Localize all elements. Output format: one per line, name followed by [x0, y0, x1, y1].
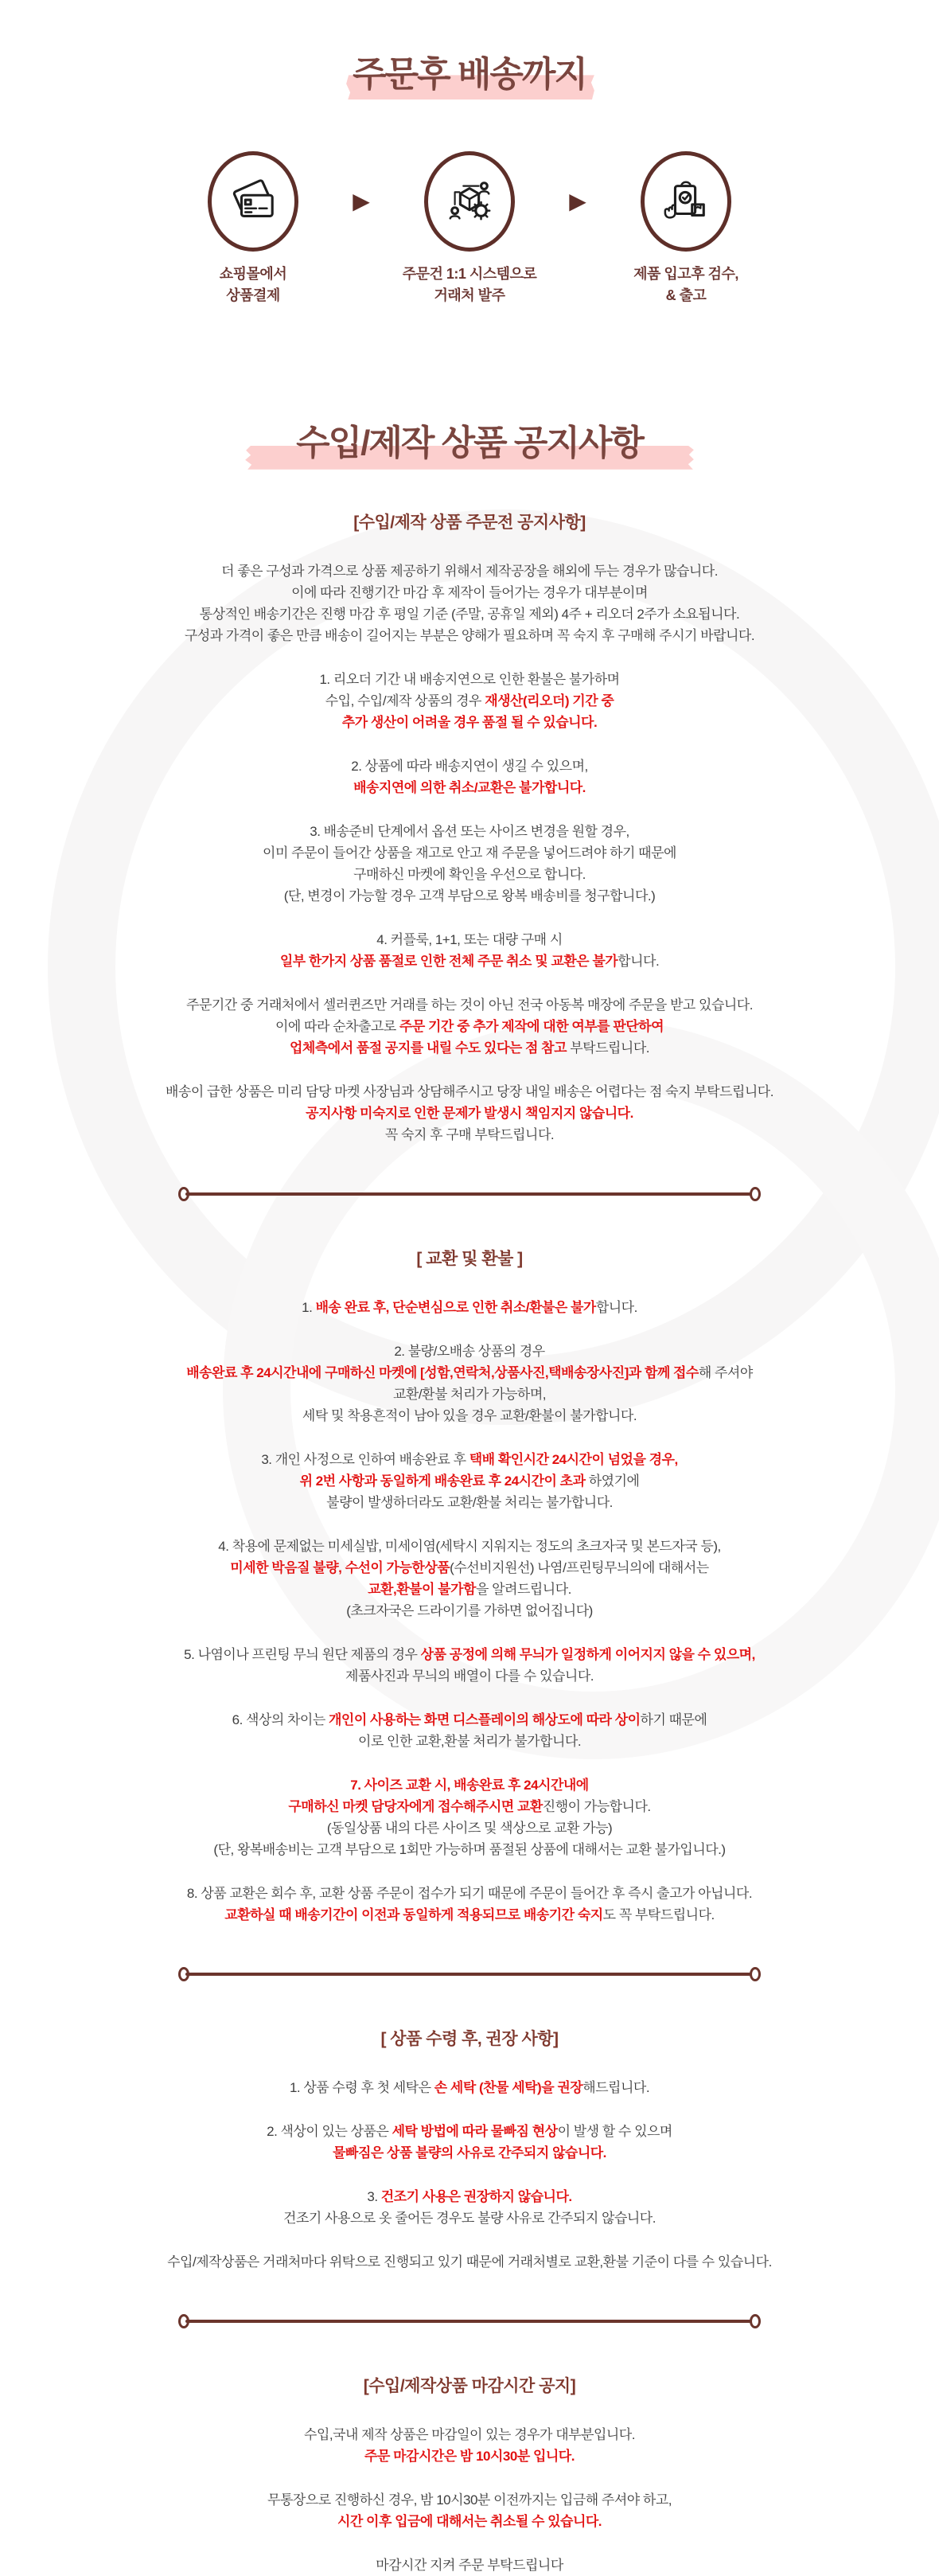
- body-text: 구매하신 마켓에 확인을 우선으로 합니다.: [353, 866, 586, 882]
- alert-text: 추가 생산이 어려울 경우 품절 될 수 있습니다.: [341, 714, 598, 730]
- body-text: (단, 변경이 가능할 경우 고객 부담으로 왕복 배송비를 청구합니다.): [283, 888, 656, 904]
- section-header: [ 교환 및 환불 ]: [416, 1249, 523, 1268]
- body-text: 5. 나염이나 프린팅 무늬 원단 제품의 경우: [184, 1646, 421, 1662]
- flow-arrow-icon: ▶: [353, 189, 370, 214]
- notice-line: [72, 1774, 867, 1796]
- notice-line: [72, 864, 867, 885]
- notice-line: [72, 1883, 867, 1904]
- notice-line: [72, 1384, 867, 1405]
- notice-block: [72, 560, 867, 646]
- step-payment: [158, 151, 348, 306]
- notice-block: [72, 2186, 867, 2229]
- notice-section: [72, 2026, 867, 2273]
- notice-block: [72, 1449, 867, 1513]
- body-text: 건조기 사용으로 옷 줄어든 경우도 불량 사유로 간주되지 않습니다.: [283, 2210, 656, 2226]
- notice-line: [72, 1731, 867, 1752]
- notice-block: [72, 994, 867, 1059]
- section-header: [수입/제작상품 마감시간 공지]: [363, 2376, 576, 2395]
- notice-block: [72, 755, 867, 798]
- notice-line: [72, 777, 867, 798]
- divider-ring-right: [750, 1187, 761, 1201]
- notice-line: [72, 1362, 867, 1384]
- notice-line: [72, 1709, 867, 1731]
- notice-line: [72, 2077, 867, 2098]
- body-text: 합니다.: [595, 1299, 637, 1315]
- flow-arrow-icon: ▶: [569, 189, 586, 214]
- notice-line: [72, 994, 867, 1016]
- step-label-line: 상품결제: [226, 287, 280, 304]
- body-text: 더 좋은 구성과 가격으로 상품 제공하기 위해서 제작공장을 해외에 두는 경우가 많습니다.: [221, 563, 718, 579]
- notice-block: [72, 1297, 867, 1318]
- notice-line: [72, 755, 867, 777]
- notice-line: [72, 669, 867, 690]
- credit-card-icon: [228, 177, 278, 226]
- body-text: 꼭 숙지 후 구매 부탁드립니다.: [384, 1126, 555, 1142]
- notice-line: [72, 582, 867, 603]
- notice-block: [72, 2121, 867, 2164]
- body-text: 4. 착용에 문제없는 미세실밥, 미세이염(세탁시 지워지는 정도의 초크자국 및 본드자국 등),: [218, 1538, 721, 1554]
- alert-text: 미세한 박음질 불량, 수선이 가능한상품: [230, 1559, 450, 1575]
- body-text: 하기 때문에: [640, 1711, 707, 1727]
- body-text: 통상적인 배송기간은 진행 마감 후 평일 기준 (주말, 공휴일 제외) 4주 + 리오더 2주가 소요됩니다.: [199, 606, 740, 622]
- body-text: 주문기간 중 거래처에서 셀러퀸즈만 거래를 하는 것이 아닌 전국 아동복 매장에 주문을 받고 있습니다.: [186, 997, 753, 1013]
- notice-line: [72, 842, 867, 864]
- notice-sections: [72, 509, 867, 2576]
- title2-wrap: [72, 424, 867, 463]
- step-label: [158, 263, 348, 306]
- body-text: 이로 인한 교환,환불 처리가 불가합니다.: [357, 1733, 582, 1749]
- notice-line: [72, 821, 867, 842]
- notice-line: [72, 1839, 867, 1860]
- notice-block: [72, 2489, 867, 2532]
- notice-line: [72, 603, 867, 625]
- body-text: 합니다.: [618, 953, 660, 969]
- notice-line: [72, 1644, 867, 1665]
- notice-line: [72, 1796, 867, 1817]
- notice-line: [72, 1037, 867, 1059]
- notice-block: [72, 2077, 867, 2098]
- notice-line: [72, 1081, 867, 1103]
- body-text: 해드립니다.: [582, 2079, 650, 2095]
- notice-line: [72, 2511, 867, 2532]
- notice-line: [72, 1557, 867, 1579]
- body-text: 수입/제작상품은 거래처마다 위탁으로 진행되고 있기 때문에 거래처별로 교환,환불 기준이 다를 수 있습니다.: [167, 2254, 772, 2270]
- body-text: 제품사진과 무늬의 배열이 다를 수 있습니다.: [345, 1668, 594, 1684]
- notice-block: [72, 1883, 867, 1926]
- title1-wrap: [72, 0, 867, 94]
- notice-block: [72, 1341, 867, 1427]
- notice-line: [72, 1124, 867, 1146]
- body-text: 부탁드립니다.: [567, 1040, 649, 1056]
- notice-block: [72, 1644, 867, 1687]
- alert-text: 개인이 사용하는 화면 디스플레이의 해상도에 따라 상이: [329, 1711, 641, 1727]
- alert-text: 교환하실 때 배송기간이 이전과 동일하게 적용되므로 배송기간 숙지: [224, 1907, 603, 1922]
- notice-line: [72, 2489, 867, 2511]
- body-text: 이미 주문이 들어간 상품을 재고로 안고 재 주문을 넣어드려야 하기 때문에: [263, 845, 676, 861]
- order-flow-steps: [72, 151, 867, 306]
- divider-ring-right: [750, 1967, 761, 1981]
- section-header: [수입/제작 상품 주문전 공지사항]: [353, 513, 586, 532]
- page-content: [72, 0, 867, 2576]
- body-text: 1.: [302, 1299, 316, 1315]
- divider-line: [185, 1192, 754, 1196]
- body-text: 8. 상품 교환은 회수 후, 교환 상품 주문이 접수가 되기 때문에 주문이 들어간 후 즉시 출고가 아닙니다.: [186, 1885, 753, 1901]
- step-label-line: 거래처 발주: [434, 287, 505, 304]
- body-text: 구성과 가격이 좋은 만큼 배송이 길어지는 부분은 양해가 필요하며 꼭 숙지 후 구매해 주시기 바랍니다.: [184, 627, 755, 643]
- body-text: (초크자국은 드라이기를 가하면 없어집니다): [346, 1602, 593, 1618]
- body-text: 불량이 발생하더라도 교환/환불 처리는 불가합니다.: [326, 1494, 613, 1510]
- notice-block: [72, 1081, 867, 1146]
- alert-text: 배송완료 후 24시간내에 구매하신 마켓에 [성함,연락처,상품사진,택배송장사진]과 함께 접수: [186, 1364, 699, 1380]
- order-system-icon: [445, 177, 494, 226]
- alert-text: 주문 기간 중 추가 제작에 대한 여부를 판단하여: [399, 1018, 664, 1034]
- step-circle: [424, 151, 515, 252]
- notice-line: [72, 1904, 867, 1926]
- notice-block: [72, 2424, 867, 2467]
- step-label-line: & 출고: [665, 287, 707, 304]
- step-label: [375, 263, 564, 306]
- body-text: 수입, 수입/제작 상품의 경우: [325, 693, 485, 708]
- body-text: 2. 불량/오배송 상품의 경우: [394, 1343, 545, 1359]
- body-text: 2. 색상이 있는 상품은: [267, 2123, 392, 2139]
- body-text: 세탁 및 착용흔적이 남아 있을 경우 교환/환불이 불가합니다.: [302, 1407, 637, 1423]
- step-circle: [208, 151, 298, 252]
- notice-line: [72, 2445, 867, 2467]
- notice-line: [72, 950, 867, 972]
- notice-line: [72, 712, 867, 733]
- alert-text: 위 2번 사항과 동일하게 배송완료 후 24시간이 초과: [299, 1473, 586, 1489]
- notice-line: [72, 625, 867, 646]
- step-label: [591, 263, 781, 306]
- notice-section: [72, 509, 867, 1146]
- notice-line: [72, 2424, 867, 2445]
- section-header: [ 상품 수령 후, 권장 사항]: [380, 2029, 559, 2048]
- notice-line: [72, 1665, 867, 1687]
- divider-line: [185, 2320, 754, 2323]
- notice-line: [72, 2207, 867, 2229]
- body-text: 을 알려드립니다.: [475, 1581, 571, 1597]
- notice-line: [72, 1536, 867, 1557]
- alert-text: 택배 확인시간 24시간이 넘었을 경우,: [469, 1451, 678, 1467]
- step-label-line: 주문건 1:1 시스템으로: [402, 266, 537, 283]
- body-text: 4. 커플룩, 1+1, 또는 대량 구매 시: [376, 931, 563, 947]
- alert-text: 업체측에서 품절 공지를 내릴 수도 있다는 점 참고: [290, 1040, 567, 1056]
- notice-line: [72, 1492, 867, 1513]
- inspection-shipping-icon: [661, 177, 711, 226]
- body-text: 이에 따라 진행기간 마감 후 제작이 들어가는 경우가 대부분이며: [291, 584, 648, 600]
- notice-line: [72, 2186, 867, 2207]
- notice-line: [72, 2121, 867, 2142]
- step-label-line: 쇼핑몰에서: [219, 266, 287, 283]
- body-text: 2. 상품에 따라 배송지연이 생길 수 있으며,: [351, 758, 588, 774]
- alert-text: 세탁 방법에 따라 물빠짐 현상: [392, 2123, 558, 2139]
- body-text: (수선비지원선) 나염/프린팅무늬의에 대해서는: [450, 1559, 709, 1575]
- alert-text: 7. 사이즈 교환 시, 배송완료 후 24시간내에: [350, 1777, 589, 1793]
- alert-text: 손 세탁 (찬물 세탁)을 권장: [434, 2079, 583, 2095]
- notice-line: [72, 1600, 867, 1622]
- notice-line: [72, 2555, 867, 2576]
- alert-text: 배송 완료 후, 단순변심으로 인한 취소/환불은 불가: [315, 1299, 596, 1315]
- alert-text: 일부 한가지 상품 품절로 인한 전체 주문 취소 및 교환은 불가: [279, 953, 618, 969]
- alert-text: 시간 이후 입금에 대해서는 취소될 수 있습니다.: [337, 2513, 602, 2529]
- alert-text: 구매하신 마켓 담당자에게 접수해주시면 교환: [288, 1798, 543, 1814]
- page-title-notice-text: 수입/제작 상품 공지사항: [296, 423, 643, 463]
- page-title-notice: [296, 424, 643, 463]
- step-order-system: [375, 151, 564, 306]
- alert-text: 상품 공정에 의해 무늬가 일정하게 이어지지 않을 수 있으며,: [420, 1646, 755, 1662]
- step-label-line: 제품 입고후 검수,: [633, 266, 738, 283]
- notice-section: [72, 2373, 867, 2576]
- page-title-delivery-text: 주문후 배송까지: [353, 55, 586, 94]
- alert-text: 재생산(리오더) 기간 중: [485, 693, 614, 708]
- notice-line: [72, 929, 867, 950]
- body-text: 하였기에: [585, 1473, 640, 1489]
- body-text: 1. 리오더 기간 내 배송지연으로 인한 환불은 불가하며: [319, 671, 620, 687]
- alert-text: 주문 마감시간은 밤 10시30분 입니다.: [364, 2448, 575, 2464]
- section-divider: [178, 1969, 761, 1980]
- notice-block: [72, 1774, 867, 1860]
- body-text: 1. 상품 수령 후 첫 세탁은: [289, 2079, 434, 2095]
- notice-line: [72, 1103, 867, 1124]
- notice-line: [72, 1579, 867, 1600]
- notice-line: [72, 560, 867, 582]
- body-text: (동일상품 내의 다른 사이즈 및 색상으로 교환 가능): [326, 1820, 613, 1836]
- notice-line: [72, 1817, 867, 1839]
- body-text: 3. 배송준비 단계에서 옵션 또는 사이즈 변경을 원할 경우,: [310, 823, 629, 839]
- body-text: 교환/환불 처리가 가능하며,: [392, 1386, 547, 1402]
- alert-text: 공지사항 미숙지로 인한 문제가 발생시 책임지지 않습니다.: [306, 1105, 633, 1121]
- notice-line: [72, 690, 867, 712]
- notice-line: [72, 1341, 867, 1362]
- body-text: 진행이 가능합니다.: [542, 1798, 651, 1814]
- body-text: 무통장으로 진행하신 경우, 밤 10시30분 이전까지는 입금해 주셔야 하고,: [267, 2492, 672, 2508]
- body-text: 이에 따라 순차출고로: [275, 1018, 399, 1034]
- notice-line: [72, 885, 867, 907]
- shipping-notice-page: [72, 0, 867, 2573]
- section-divider: [178, 2316, 761, 2327]
- section-divider: [178, 1188, 761, 1200]
- notice-block: [72, 929, 867, 972]
- divider-line: [185, 1973, 754, 1976]
- notice-line: [72, 1449, 867, 1470]
- notice-block: [72, 669, 867, 733]
- alert-text: 배송지연에 의한 취소/교환은 불가합니다.: [353, 779, 586, 795]
- notice-block: [72, 1536, 867, 1622]
- body-text: 3.: [367, 2188, 381, 2204]
- notice-line: [72, 2251, 867, 2273]
- body-text: 도 꼭 부탁드립니다.: [602, 1907, 715, 1922]
- alert-text: 건조기 사용은 권장하지 않습니다.: [380, 2188, 572, 2204]
- body-text: 수입,국내 제작 상품은 마감일이 있는 경우가 대부분입니다.: [304, 2426, 635, 2442]
- step-circle: [641, 151, 731, 252]
- notice-block: [72, 1709, 867, 1752]
- body-text: 해 주셔야: [698, 1364, 753, 1380]
- notice-line: [72, 1405, 867, 1427]
- notice-line: [72, 1297, 867, 1318]
- notice-line: [72, 1470, 867, 1492]
- notice-line: [72, 1016, 867, 1037]
- body-text: (단, 왕복배송비는 고객 부담으로 1회만 가능하며 품절된 상품에 대해서는 교환 불가입니다.): [213, 1841, 726, 1857]
- notice-line: [72, 2142, 867, 2164]
- notice-section: [72, 1246, 867, 1926]
- body-text: 3. 개인 사정으로 인하여 배송완료 후: [261, 1451, 469, 1467]
- body-text: 6. 색상의 차이는: [232, 1711, 329, 1727]
- body-text: 마감시간 지켜 주문 부탁드립니다: [376, 2557, 563, 2573]
- notice-block: [72, 821, 867, 907]
- body-text: 배송이 급한 상품은 미리 담당 마켓 사장님과 상담해주시고 당장 내일 배송은 어렵다는 점 숙지 부탁드립니다.: [166, 1083, 773, 1099]
- alert-text: 물빠짐은 상품 불량의 사유로 간주되지 않습니다.: [333, 2145, 606, 2160]
- notice-block: [72, 2251, 867, 2273]
- alert-text: 교환,환불이 불가함: [368, 1581, 476, 1597]
- body-text: 이 발생 할 수 있으며: [557, 2123, 672, 2139]
- page-title-delivery: [353, 56, 586, 94]
- divider-ring-right: [750, 2314, 761, 2328]
- notice-block: [72, 2555, 867, 2576]
- step-inspection: [591, 151, 781, 306]
